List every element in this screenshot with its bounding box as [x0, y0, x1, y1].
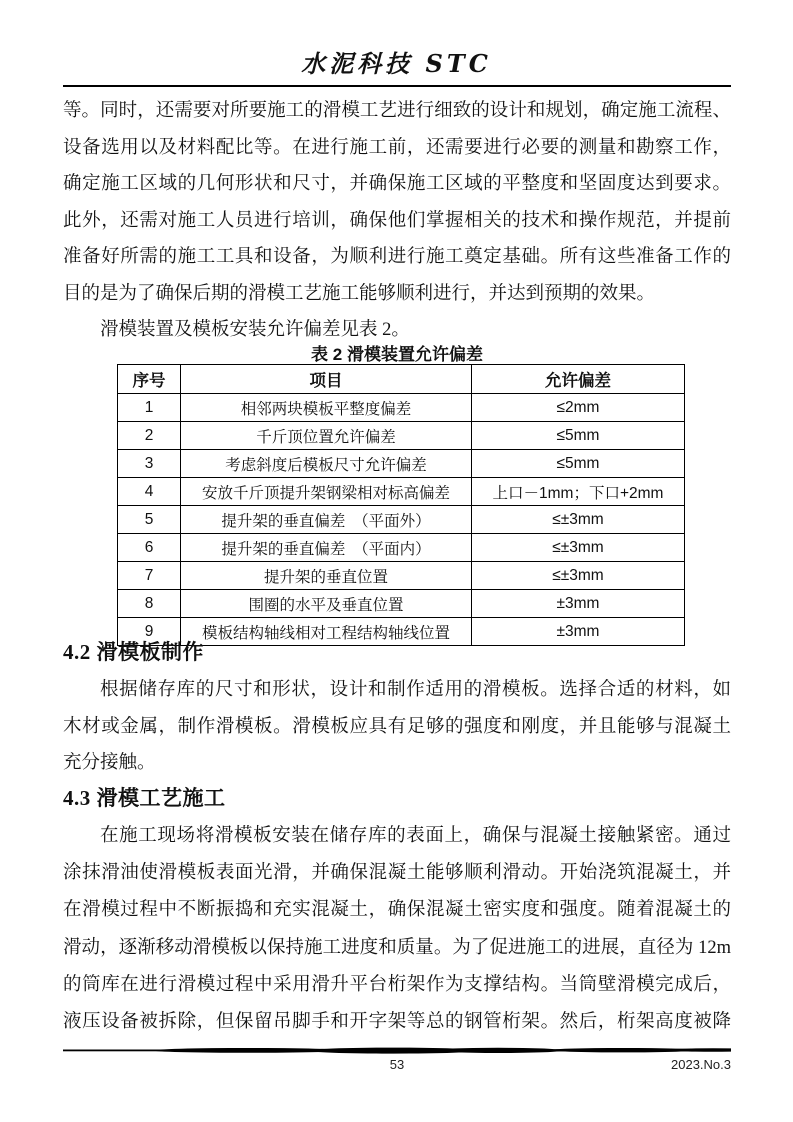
allowed-deviation-table	[117, 364, 685, 646]
table-row	[118, 562, 685, 590]
header-rule	[63, 85, 731, 87]
cell-dev: ≤±3mm	[472, 506, 685, 534]
cell-no: 9	[118, 618, 181, 646]
cell-item: 提升架的垂直偏差 （平面外）	[181, 506, 472, 534]
cell-no: 4	[118, 478, 181, 506]
cell-item: 围圈的水平及垂直位置	[181, 590, 472, 618]
cell-item: 模板结构轴线相对工程结构轴线位置	[181, 618, 472, 646]
cell-item: 考虑斜度后模板尺寸允许偏差	[181, 450, 472, 478]
cell-no: 5	[118, 506, 181, 534]
table-row	[118, 422, 685, 450]
cell-no: 6	[118, 534, 181, 562]
cell-no: 3	[118, 450, 181, 478]
cell-dev: ±3mm	[472, 618, 685, 646]
cell-no: 8	[118, 590, 181, 618]
paragraph-line: 确定施工区域的几何形状和尺寸，并确保施工区域的平整度和坚固度达到要求。	[63, 174, 731, 194]
journal-title: 水泥科技 STC	[301, 49, 492, 78]
cell-item: 千斤顶位置允许偏差	[181, 422, 472, 450]
column-header-item: 项目	[181, 365, 472, 394]
cell-dev: ≤2mm	[472, 394, 685, 422]
cell-no: 1	[118, 394, 181, 422]
paragraph-line: 木材或金属，制作滑模板。滑模板应具有足够的强度和刚度，并且能够与混凝土	[63, 716, 731, 737]
table-row	[118, 450, 685, 478]
column-header-dev: 允许偏差	[472, 365, 685, 394]
cell-dev: ≤±3mm	[472, 534, 685, 562]
cell-dev: ≤5mm	[472, 450, 685, 478]
paragraph-line: 充分接触。	[63, 753, 156, 773]
paragraph-line: 等。同时，还需要对所要施工的滑模工艺进行细致的设计和规划，确定施工流程、	[63, 101, 731, 121]
paragraph-line: 的筒库在进行滑模过程中采用滑升平台桁架作为支撑结构。当筒壁滑模完成后，	[63, 974, 731, 995]
table-row	[118, 506, 685, 534]
footer-rule	[63, 1047, 731, 1055]
paragraph-line: 准备好所需的施工工具和设备，为顺利进行施工奠定基础。所有这些准备工作的	[63, 247, 731, 267]
table-header-row	[118, 365, 685, 394]
cell-item: 提升架的垂直位置	[181, 562, 472, 590]
table-caption: 表 2 滑模装置允许偏差	[311, 345, 483, 364]
cell-item: 安放千斤顶提升架钢梁相对标高偏差	[181, 478, 472, 506]
section-heading-4-2: 4.2 滑模板制作	[63, 640, 204, 664]
paragraph-line: 在施工现场将滑模板安装在储存库的表面上，确保与混凝土接触紧密。通过	[100, 826, 731, 846]
table-row	[118, 590, 685, 618]
cell-no: 7	[118, 562, 181, 590]
cell-dev: ≤±3mm	[472, 562, 685, 590]
paragraph-line: 目的是为了确保后期的滑模工艺施工能够顺利进行，并达到预期的效果。	[63, 283, 656, 304]
paragraph-line: 设备选用以及材料配比等。在进行施工前，还需要进行必要的测量和勘察工作，	[63, 137, 731, 158]
paragraph-line: 液压设备被拆除，但保留吊脚手和开字架等总的钢管桁架。然后，桁架高度被降	[63, 1011, 731, 1032]
page-footer	[63, 1057, 731, 1075]
paragraph-continued	[63, 93, 731, 349]
issue-number: 2023.No.3	[671, 1057, 731, 1072]
cell-no: 2	[118, 422, 181, 450]
table-row	[118, 478, 685, 506]
table-row	[118, 534, 685, 562]
cell-dev: ±3mm	[472, 590, 685, 618]
paragraph-line: 根据储存库的尺寸和形状，设计和制作适用的滑模板。选择合适的材料，如	[100, 680, 731, 700]
page-number: 53	[389, 1057, 405, 1072]
paragraph-section-4-2	[63, 672, 731, 782]
cell-dev: ≤5mm	[472, 422, 685, 450]
section-heading-4-3: 4.3 滑模工艺施工	[63, 786, 226, 810]
column-header-no: 序号	[118, 365, 181, 394]
table-reference-line: 滑模装置及模板安装允许偏差见表 2。	[100, 320, 410, 340]
cell-item: 提升架的垂直偏差 （平面内）	[181, 534, 472, 562]
paragraph-line: 涂抹滑油使滑模板表面光滑，并确保混凝土能够顺利滑动。开始浇筑混凝土，并	[63, 863, 731, 884]
paragraph-section-4-3	[63, 818, 731, 1041]
paragraph-line: 此外，还需对施工人员进行培训，确保他们掌握相关的技术和操作规范，并提前	[63, 210, 731, 231]
paragraph-line: 在滑模过程中不断振捣和充实混凝土，确保混凝土密实度和强度。随着混凝土的	[63, 900, 731, 921]
cell-item: 相邻两块模板平整度偏差	[181, 394, 472, 422]
cell-dev: 上口－1mm；下口+2mm	[472, 478, 685, 506]
table-row	[118, 394, 685, 422]
paragraph-line: 滑动，逐渐移动滑模板以保持施工进度和质量。为了促进施工的进展，直径为 12m	[63, 937, 731, 958]
